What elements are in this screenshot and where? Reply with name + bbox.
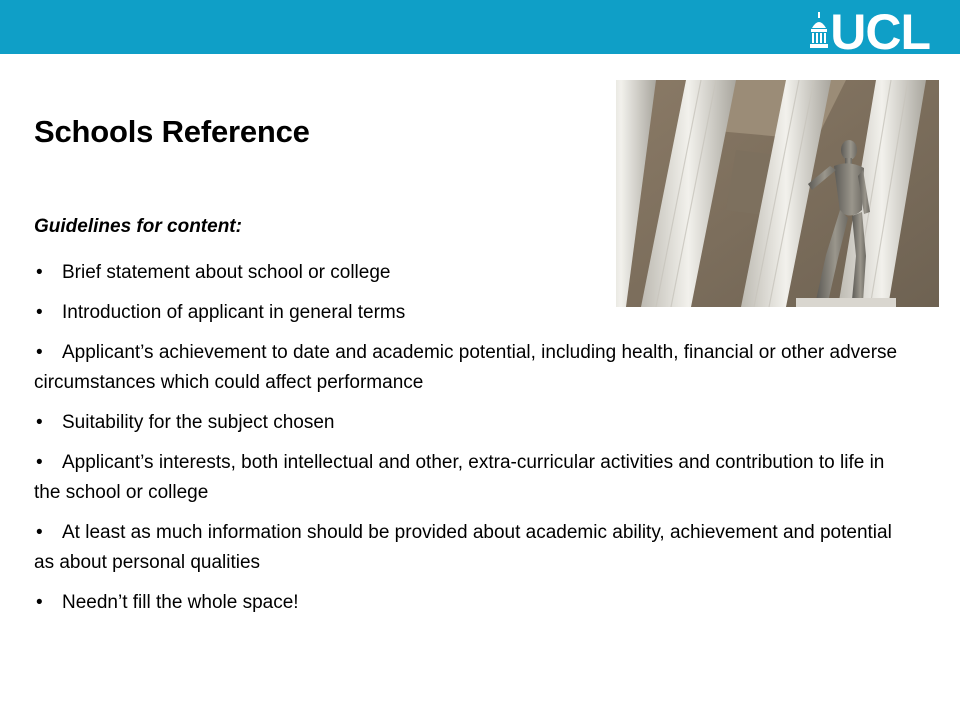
slide-subtitle: Guidelines for content: (34, 216, 242, 237)
bullet-glyph: • (36, 592, 43, 613)
list-item-text: Brief statement about school or college (62, 262, 391, 283)
list-item-text: Introduction of applicant in general terms (62, 302, 406, 323)
bullet-glyph: • (36, 412, 43, 433)
list-item-text: Applicant’s interests, both intellectual and other, extra-curricular activities and contribution to life in the school or college (34, 452, 885, 503)
list-item (34, 338, 914, 398)
slide-title: Schools Reference (34, 114, 310, 149)
ucl-logo (810, 4, 930, 60)
list-item-text: Suitability for the subject chosen (62, 412, 335, 433)
bullet-glyph: • (36, 452, 43, 473)
logo-text: UCL (830, 4, 930, 60)
list-item (34, 258, 914, 288)
list-item-text: Applicant’s achievement to date and academic potential, including health, financial or other adverse circumstances which could affect performance (34, 342, 898, 393)
portico-dome-icon (810, 12, 828, 48)
list-item-text: Needn’t fill the whole space! (62, 592, 299, 613)
list-item (34, 298, 914, 328)
list-item (34, 448, 914, 508)
bullet-glyph: • (36, 522, 43, 543)
bullet-glyph: • (36, 262, 43, 283)
list-item (34, 588, 914, 618)
list-item (34, 408, 914, 438)
list-item (34, 518, 914, 578)
list-item-text: At least as much information should be provided about academic ability, achievement and potential as about personal qualities (34, 522, 892, 573)
bullet-glyph: • (36, 302, 43, 323)
guidelines-list (34, 258, 914, 628)
bullet-glyph: • (36, 342, 43, 363)
